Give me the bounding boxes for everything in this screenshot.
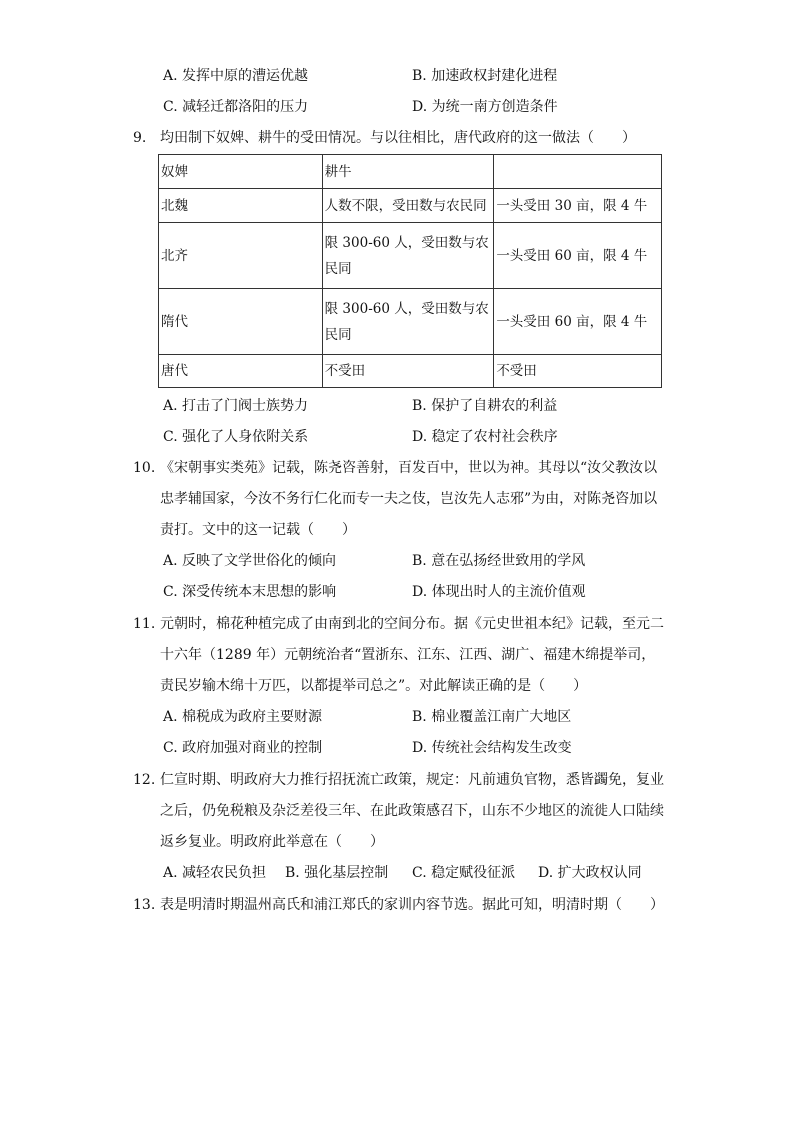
table-row [159, 223, 662, 289]
q9-option-c[interactable]: C. 强化了人身依附关系 [163, 429, 309, 445]
question-text-line: 仁宣时期、明政府大力推行招抚流亡政策，规定：凡前逋负官物，悉皆蠲免，复业 [160, 772, 664, 788]
question-stem: 均田制下奴婢、耕牛的受田情况。与以往相比，唐代政府的这一做法（ ） [160, 130, 636, 146]
q11-option-d[interactable]: D. 传统社会结构发生改变 [412, 740, 572, 756]
q10-option-b[interactable]: B. 意在弘扬经世致用的学风 [412, 553, 586, 569]
q12-option-a[interactable]: A. 减轻农民负担 [163, 865, 267, 881]
table-cell: 限 300-60 人，受田数与农民同 [322, 223, 494, 289]
question-text-line: 责打。文中的这一记载（ ） [160, 522, 356, 538]
q8-option-a[interactable]: A. 发挥中原的漕运优越 [163, 68, 309, 84]
table-header-row [159, 155, 662, 189]
q12-option-b[interactable]: B. 强化基层控制 [285, 865, 389, 881]
question-text-line: 之后，仍免税粮及杂泛差役三年、在此政策感召下，山东不少地区的流徙人口陆续 [160, 803, 664, 819]
table-cell: 不受田 [322, 355, 494, 388]
question-text-line: 十六年（1289 年）元朝统治者“置浙东、江东、江西、湖广、福建木绵提举司， [160, 647, 656, 663]
question-number: 13. [133, 897, 156, 913]
table-row [159, 355, 662, 388]
table-cell: 北魏 [159, 189, 323, 223]
q9-option-a[interactable]: A. 打击了门阀士族势力 [163, 398, 309, 414]
question-text-line: 返乡复业。明政府此举意在（ ） [160, 834, 384, 850]
table-cell: 一头受田 30 亩，限 4 牛 [494, 189, 662, 223]
table-header-cell [494, 155, 662, 189]
table-cell: 人数不限，受田数与农民同 [322, 189, 494, 223]
land-allocation-table [158, 154, 662, 388]
table-header-cell: 奴婢 [159, 155, 323, 189]
question-text-line: 元朝时，棉花种植完成了由南到北的空间分布。据《元史世祖本纪》记载，至元二 [160, 616, 664, 632]
q8-option-d[interactable]: D. 为统一南方创造条件 [412, 99, 558, 115]
question-text-line: 责民岁输木绵十万匹，以都提举司总之”。对此解读正确的是（ ） [160, 678, 588, 694]
question-stem: 表是明清时期温州高氏和浦江郑氏的家训内容节选。据此可知，明清时期（ ） [160, 897, 664, 913]
table-row [159, 289, 662, 355]
table-cell: 北齐 [159, 223, 323, 289]
q8-option-b[interactable]: B. 加速政权封建化进程 [412, 68, 558, 84]
table-cell: 隋代 [159, 289, 323, 355]
q10-option-c[interactable]: C. 深受传统本末思想的影响 [163, 584, 337, 600]
q10-option-d[interactable]: D. 体现出时人的主流价值观 [412, 584, 586, 600]
q12-option-c[interactable]: C. 稳定赋役征派 [412, 865, 516, 881]
question-number: 10. [133, 460, 156, 476]
q12-option-d[interactable]: D. 扩大政权认同 [538, 865, 642, 881]
question-number: 11. [133, 616, 156, 632]
table-row [159, 189, 662, 223]
q11-option-c[interactable]: C. 政府加强对商业的控制 [163, 740, 323, 756]
question-text-line: 忠孝辅国家，今汝不务行仁化而专一夫之伎，岂汝先人志邪”为由，对陈尧咨加以 [160, 491, 658, 507]
q9-option-d[interactable]: D. 稳定了农村社会秩序 [412, 429, 558, 445]
question-text-line: 《宋朝事实类苑》记载，陈尧咨善射，百发百中，世以为神。其母以“汝父教汝以 [160, 460, 658, 476]
table-cell: 不受田 [494, 355, 662, 388]
table-cell: 一头受田 60 亩，限 4 牛 [494, 289, 662, 355]
q9-option-b[interactable]: B. 保护了自耕农的利益 [412, 398, 558, 414]
q8-option-c[interactable]: C. 减轻迁都洛阳的压力 [163, 99, 309, 115]
table-cell: 唐代 [159, 355, 323, 388]
question-number: 12. [133, 772, 156, 788]
q11-option-a[interactable]: A. 棉税成为政府主要财源 [163, 709, 323, 725]
q10-option-a[interactable]: A. 反映了文学世俗化的倾向 [163, 553, 337, 569]
question-number: 9. [133, 130, 147, 146]
table-header-cell: 耕牛 [322, 155, 494, 189]
table-cell: 一头受田 60 亩，限 4 牛 [494, 223, 662, 289]
q11-option-b[interactable]: B. 棉业覆盖江南广大地区 [412, 709, 572, 725]
table-cell: 限 300-60 人，受田数与农民同 [322, 289, 494, 355]
